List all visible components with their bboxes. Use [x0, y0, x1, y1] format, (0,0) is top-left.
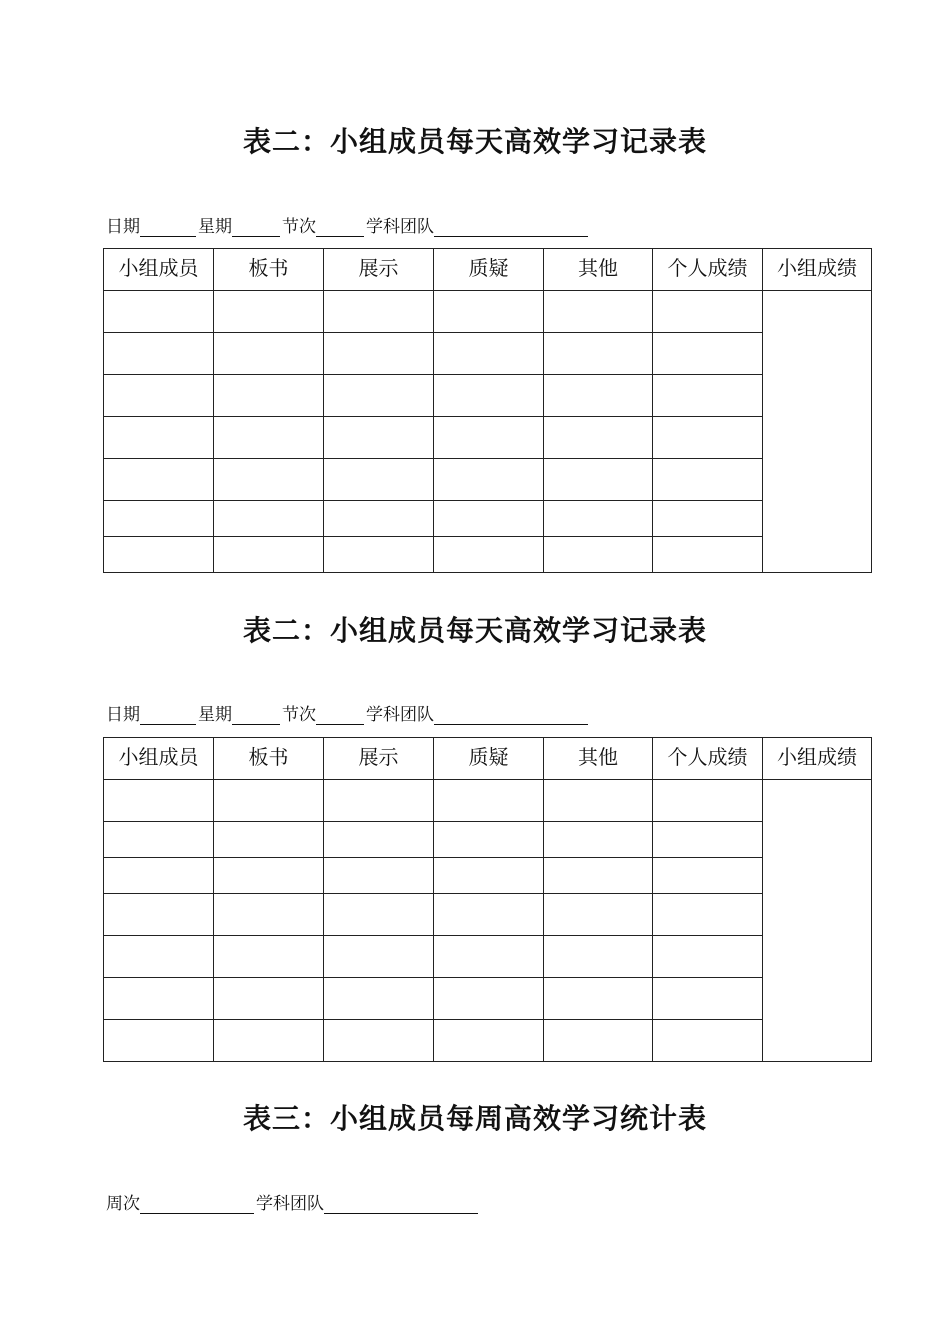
other-cell[interactable]: [544, 894, 653, 936]
presentation-cell[interactable]: [324, 537, 434, 573]
team-blank[interactable]: [324, 1195, 478, 1214]
table-row: [104, 978, 872, 1020]
presentation-cell[interactable]: [324, 291, 434, 333]
header-row: [104, 249, 872, 291]
table-row: [104, 417, 872, 459]
question-cell[interactable]: [434, 822, 544, 858]
personal-score-cell[interactable]: [653, 858, 763, 894]
weekday-blank[interactable]: [232, 218, 280, 237]
presentation-cell[interactable]: [324, 936, 434, 978]
member-cell[interactable]: [104, 375, 214, 417]
header-board-writing: 板书: [214, 249, 324, 291]
member-cell[interactable]: [104, 1020, 214, 1062]
personal-score-cell[interactable]: [653, 459, 763, 501]
date-blank[interactable]: [140, 706, 196, 725]
question-cell[interactable]: [434, 1020, 544, 1062]
other-cell[interactable]: [544, 501, 653, 537]
board-cell[interactable]: [214, 417, 324, 459]
question-cell[interactable]: [434, 291, 544, 333]
presentation-cell[interactable]: [324, 417, 434, 459]
weekday-label: 星期: [198, 705, 232, 725]
presentation-cell[interactable]: [324, 501, 434, 537]
table-row: [104, 780, 872, 822]
board-cell[interactable]: [214, 1020, 324, 1062]
personal-score-cell[interactable]: [653, 936, 763, 978]
table-3-info-line: [106, 1189, 480, 1214]
header-group-score: 小组成绩: [763, 738, 872, 780]
header-group-score: 小组成绩: [763, 249, 872, 291]
board-cell[interactable]: [214, 333, 324, 375]
personal-score-cell[interactable]: [653, 501, 763, 537]
header-questioning: 质疑: [434, 249, 544, 291]
member-cell[interactable]: [104, 822, 214, 858]
question-cell[interactable]: [434, 858, 544, 894]
board-cell[interactable]: [214, 978, 324, 1020]
weekday-blank[interactable]: [232, 706, 280, 725]
personal-score-cell[interactable]: [653, 291, 763, 333]
member-cell[interactable]: [104, 936, 214, 978]
member-cell[interactable]: [104, 978, 214, 1020]
table-row: [104, 1020, 872, 1062]
header-member: 小组成员: [104, 249, 214, 291]
date-label: 日期: [106, 217, 140, 237]
question-cell[interactable]: [434, 936, 544, 978]
other-cell[interactable]: [544, 459, 653, 501]
table-row: [104, 501, 872, 537]
date-label: 日期: [106, 705, 140, 725]
table-row: [104, 291, 872, 333]
question-cell[interactable]: [434, 375, 544, 417]
date-blank[interactable]: [140, 218, 196, 237]
table-row: [104, 822, 872, 858]
presentation-cell[interactable]: [324, 459, 434, 501]
other-cell[interactable]: [544, 417, 653, 459]
board-cell[interactable]: [214, 858, 324, 894]
presentation-cell[interactable]: [324, 1020, 434, 1062]
board-cell[interactable]: [214, 936, 324, 978]
group-score-cell[interactable]: [763, 291, 872, 573]
question-cell[interactable]: [434, 537, 544, 573]
daily-record-table-1: [103, 248, 872, 573]
table-row: [104, 537, 872, 573]
table-3-title: 表三：小组成员每周高效学习统计表: [242, 1102, 707, 1135]
member-cell[interactable]: [104, 291, 214, 333]
board-cell[interactable]: [214, 375, 324, 417]
table-row: [104, 459, 872, 501]
period-label: 节次: [282, 705, 316, 725]
other-cell[interactable]: [544, 375, 653, 417]
table-row: [104, 333, 872, 375]
member-cell[interactable]: [104, 501, 214, 537]
other-cell[interactable]: [544, 978, 653, 1020]
header-personal-score: 个人成绩: [653, 738, 763, 780]
table-row: [104, 858, 872, 894]
board-cell[interactable]: [214, 501, 324, 537]
member-cell[interactable]: [104, 780, 214, 822]
team-blank[interactable]: [434, 706, 588, 725]
group-score-cell[interactable]: [763, 780, 872, 1062]
question-cell[interactable]: [434, 978, 544, 1020]
personal-score-cell[interactable]: [653, 417, 763, 459]
personal-score-cell[interactable]: [653, 822, 763, 858]
personal-score-cell[interactable]: [653, 375, 763, 417]
header-row: [104, 738, 872, 780]
header-questioning: 质疑: [434, 738, 544, 780]
other-cell[interactable]: [544, 1020, 653, 1062]
weekday-label: 星期: [198, 217, 232, 237]
table-2-info-line: [106, 700, 590, 725]
other-cell[interactable]: [544, 858, 653, 894]
header-other: 其他: [544, 249, 653, 291]
member-cell[interactable]: [104, 858, 214, 894]
daily-record-table-2: [103, 737, 872, 1062]
presentation-cell[interactable]: [324, 858, 434, 894]
board-cell[interactable]: [214, 459, 324, 501]
table-1-info-line: [106, 212, 590, 237]
presentation-cell[interactable]: [324, 375, 434, 417]
other-cell[interactable]: [544, 291, 653, 333]
other-cell[interactable]: [544, 333, 653, 375]
personal-score-cell[interactable]: [653, 978, 763, 1020]
member-cell[interactable]: [104, 459, 214, 501]
header-board-writing: 板书: [214, 738, 324, 780]
header-other: 其他: [544, 738, 653, 780]
member-cell[interactable]: [104, 894, 214, 936]
personal-score-cell[interactable]: [653, 333, 763, 375]
board-cell[interactable]: [214, 822, 324, 858]
presentation-cell[interactable]: [324, 894, 434, 936]
personal-score-cell[interactable]: [653, 1020, 763, 1062]
question-cell[interactable]: [434, 780, 544, 822]
member-cell[interactable]: [104, 333, 214, 375]
table-row: [104, 894, 872, 936]
header-presentation: 展示: [324, 249, 434, 291]
question-cell[interactable]: [434, 894, 544, 936]
other-cell[interactable]: [544, 822, 653, 858]
question-cell[interactable]: [434, 501, 544, 537]
personal-score-cell[interactable]: [653, 537, 763, 573]
board-cell[interactable]: [214, 894, 324, 936]
other-cell[interactable]: [544, 780, 653, 822]
period-blank[interactable]: [316, 706, 364, 725]
table-1-title: 表二：小组成员每天高效学习记录表: [242, 125, 707, 158]
question-cell[interactable]: [434, 417, 544, 459]
other-cell[interactable]: [544, 936, 653, 978]
header-member: 小组成员: [104, 738, 214, 780]
week-label: 周次: [106, 1194, 140, 1214]
presentation-cell[interactable]: [324, 822, 434, 858]
member-cell[interactable]: [104, 417, 214, 459]
presentation-cell[interactable]: [324, 780, 434, 822]
question-cell[interactable]: [434, 333, 544, 375]
presentation-cell[interactable]: [324, 978, 434, 1020]
board-cell[interactable]: [214, 291, 324, 333]
question-cell[interactable]: [434, 459, 544, 501]
week-blank[interactable]: [140, 1195, 254, 1214]
board-cell[interactable]: [214, 537, 324, 573]
other-cell[interactable]: [544, 537, 653, 573]
table-2-title: 表二：小组成员每天高效学习记录表: [242, 614, 707, 647]
period-blank[interactable]: [316, 218, 364, 237]
team-label: 学科团队: [256, 1194, 324, 1214]
period-label: 节次: [282, 217, 316, 237]
team-blank[interactable]: [434, 218, 588, 237]
personal-score-cell[interactable]: [653, 894, 763, 936]
header-presentation: 展示: [324, 738, 434, 780]
personal-score-cell[interactable]: [653, 780, 763, 822]
header-personal-score: 个人成绩: [653, 249, 763, 291]
table-row: [104, 375, 872, 417]
board-cell[interactable]: [214, 780, 324, 822]
member-cell[interactable]: [104, 537, 214, 573]
table-row: [104, 936, 872, 978]
team-label: 学科团队: [366, 705, 434, 725]
team-label: 学科团队: [366, 217, 434, 237]
presentation-cell[interactable]: [324, 333, 434, 375]
